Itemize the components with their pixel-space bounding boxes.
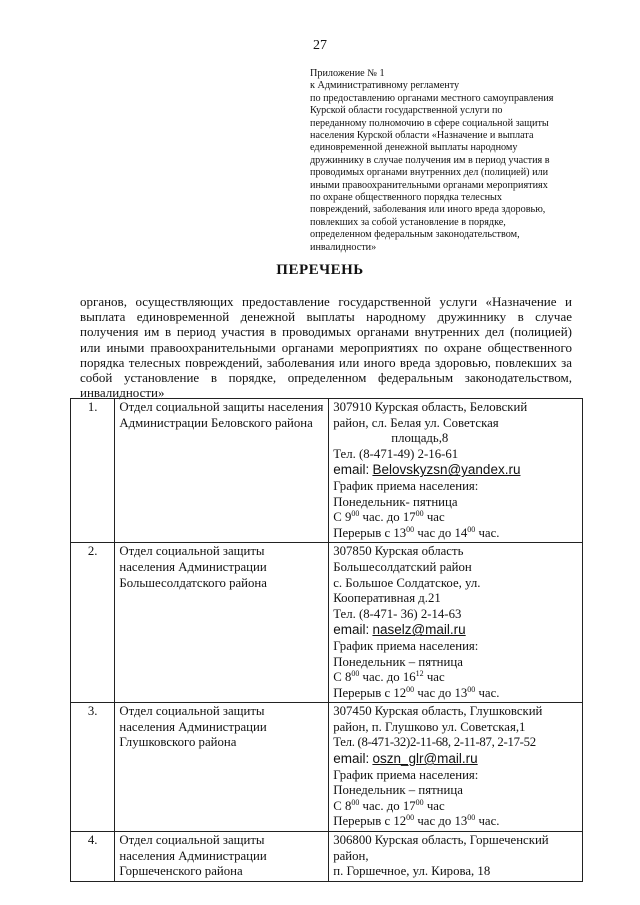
appendix-line: Курской области государственной услуги по: [310, 105, 503, 117]
schedule-break: [333, 814, 578, 830]
department-line: Администрации Беловского района: [119, 415, 313, 430]
appendix-line: дружиннику в случае получения им в период участия в: [310, 154, 550, 166]
department-cell: [115, 703, 329, 832]
department-line: населения Администрации: [119, 559, 267, 574]
email-label: email:: [333, 751, 370, 767]
row-number: 4.: [71, 832, 115, 882]
appendix-line: единовременной денежной выплаты народному: [310, 142, 518, 154]
break-start: Перерыв с 13: [333, 525, 407, 540]
appendix-line: определенном федеральным законодательством,: [310, 229, 520, 241]
department-cell: [115, 399, 329, 543]
intro-line: получения им в период участия в проводимых органами внутренних дел (полицией): [80, 324, 572, 340]
hours-start-minutes: 00: [351, 797, 360, 807]
page-number: 27: [313, 38, 327, 53]
email-line: [333, 751, 578, 768]
email-link[interactable]: naselz@mail.ru: [372, 622, 466, 638]
address-line: Кооперативная д.21: [333, 591, 441, 606]
table-row: [71, 703, 583, 832]
email-label: email:: [333, 462, 370, 478]
break-start: Перерыв с 12: [333, 814, 407, 829]
hours-start: С 8: [333, 670, 352, 685]
row-number: 3.: [71, 703, 115, 832]
address-line: Большесолдатский район: [333, 559, 472, 574]
appendix-header: [310, 68, 585, 254]
address-line: п. Горшечное, ул. Кирова, 18: [333, 864, 491, 879]
intro-line: выплата единовременной денежной выплаты народному дружиннику в случае: [80, 309, 572, 325]
address-line: с. Большое Солдатское, ул.: [333, 575, 481, 590]
department-line: населения Администрации: [119, 719, 267, 734]
hours-start-minutes: 00: [351, 669, 360, 679]
appendix-line: повреждений, заболевания или иного вреда здоровью,: [310, 204, 546, 216]
break-start-minutes: 00: [406, 813, 415, 823]
hours-end: час: [423, 670, 445, 685]
break-end: час.: [475, 685, 500, 700]
schedule-hours: [333, 799, 578, 815]
schedule-label: График приема населения:: [333, 478, 479, 493]
contact-cell: [329, 543, 583, 703]
hours-middle: час. до 17: [359, 798, 416, 813]
hours-end: час: [423, 510, 445, 525]
email-link[interactable]: Belovskyzsn@yandex.ru: [372, 462, 521, 478]
address-line: 307850 Курская область: [333, 544, 464, 559]
email-link[interactable]: oszn_glr@mail.ru: [372, 751, 478, 767]
table-row: [71, 399, 583, 543]
document-heading: ПЕРЕЧЕНЬ: [276, 262, 364, 278]
department-line: населения Администрации: [119, 848, 267, 863]
appendix-line: переданному полномочию в сфере социальной защиты: [310, 117, 549, 129]
intro-line: собой установление в порядке, определенном федеральным законодательством,: [80, 370, 572, 386]
address-line: район, сл. Белая ул. Советская: [333, 415, 499, 430]
break-middle: час до 13: [414, 814, 468, 829]
break-end: час.: [475, 525, 500, 540]
appendix-line: по предоставлению органами местного самоуправления: [310, 92, 554, 104]
table-row: [71, 543, 583, 703]
schedule-days: Понедельник – пятница: [333, 783, 463, 798]
department-line: Отдел социальной защиты: [119, 833, 265, 848]
row-number: 2.: [71, 543, 115, 703]
appendix-line: повлекших за собой установление в порядке,: [310, 216, 506, 228]
break-middle: час до 13: [414, 685, 468, 700]
appendix-line: иными правоохранительными органами мероприятиях: [310, 179, 548, 191]
address-line: площадь,8: [391, 431, 449, 446]
hours-middle: час. до 17: [359, 510, 416, 525]
address-line: 307910 Курская область, Беловский: [333, 400, 528, 414]
department-cell: [115, 832, 329, 882]
address-line: район, п. Глушково ул. Советская,1: [333, 719, 526, 734]
appendix-line: Приложение № 1: [310, 68, 385, 79]
break-end-minutes: 00: [467, 813, 476, 823]
department-line: Большесолдатского района: [119, 575, 267, 590]
break-end: час.: [475, 814, 500, 829]
schedule-hours: [333, 510, 578, 526]
intro-line: инвалидности»: [80, 385, 165, 401]
break-start-minutes: 00: [406, 524, 415, 534]
break-start-minutes: 00: [406, 684, 415, 694]
address-line: 306800 Курская область, Горшеченский: [333, 833, 549, 848]
intro-paragraph: [80, 294, 572, 400]
department-line: Отдел социальной защиты населения: [119, 400, 324, 414]
schedule-days: Понедельник- пятница: [333, 494, 458, 509]
phone-text: Тел. (8-471-32)2-11-68, 2-11-87, 2-17-52: [333, 735, 536, 750]
break-end-minutes: 00: [467, 524, 476, 534]
email-label: email:: [333, 622, 370, 638]
schedule-days: Понедельник – пятница: [333, 654, 463, 669]
row-number: 1.: [71, 399, 115, 543]
hours-start: С 9: [333, 510, 352, 525]
appendix-line: инвалидности»: [310, 241, 377, 253]
appendix-line: по охране общественного порядка телесных: [310, 192, 502, 204]
phone-text: Тел. (8-471- 36) 2-14-63: [333, 606, 462, 621]
intro-line: органов, осуществляющих предоставление государственной услуги «Назначение и: [80, 294, 572, 309]
email-line: [333, 462, 578, 479]
schedule-hours: [333, 670, 578, 686]
break-middle: час до 14: [414, 525, 468, 540]
hours-start: С 8: [333, 798, 352, 813]
intro-line: или иными правоохранительными органами мероприятиях по охране общественного: [80, 339, 572, 355]
services-table: [70, 398, 583, 882]
hours-end-minutes: 00: [415, 509, 424, 519]
schedule-label: График приема населения:: [333, 638, 479, 653]
contact-cell: [329, 703, 583, 832]
schedule-break: [333, 526, 578, 542]
appendix-line: населения Курской области «Назначение и выплата: [310, 130, 534, 142]
hours-start-minutes: 00: [351, 509, 360, 519]
phone-text: Тел. (8-471-49) 2-16-61: [333, 446, 459, 461]
department-cell: [115, 543, 329, 703]
hours-end: час: [423, 798, 445, 813]
break-start: Перерыв с 12: [333, 685, 407, 700]
department-line: Отдел социальной защиты: [119, 704, 265, 719]
intro-line: порядка телесных повреждений, заболевания или иного вреда здоровью, повлекших за: [80, 354, 572, 370]
email-line: [333, 622, 578, 639]
department-line: Горшеченского района: [119, 864, 243, 879]
hours-middle: час. до 16: [359, 670, 416, 685]
department-line: Отдел социальной защиты: [119, 544, 265, 559]
table-row: [71, 832, 583, 882]
hours-end-minutes: 12: [415, 669, 424, 679]
hours-end-minutes: 00: [415, 797, 424, 807]
address-line: 307450 Курская область, Глушковский: [333, 704, 543, 719]
appendix-line: к Административному регламенту: [310, 80, 460, 92]
appendix-line: проводимых органами внутренних дел (полицией) или: [310, 167, 549, 179]
schedule-break: [333, 686, 578, 702]
schedule-label: График приема населения:: [333, 767, 479, 782]
address-line: район,: [333, 848, 369, 863]
break-end-minutes: 00: [467, 684, 476, 694]
department-line: Глушковского района: [119, 735, 237, 750]
contact-cell: [329, 832, 583, 882]
contact-cell: [329, 399, 583, 543]
